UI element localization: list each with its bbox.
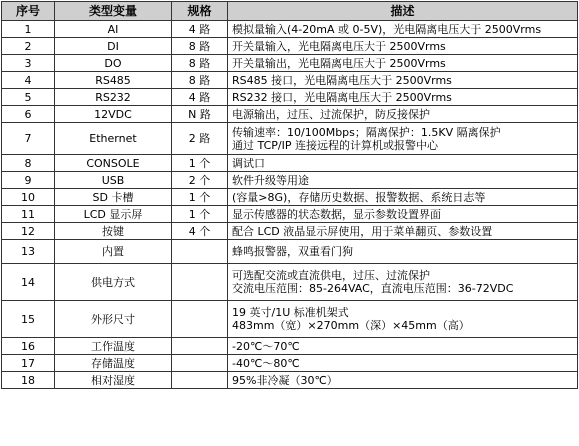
table-row (2, 301, 578, 338)
description-line: 模拟量输入(4-20mA 或 0-5V)，光电隔离电压大于 2500Vrms (232, 22, 542, 36)
row-number: 18 (2, 372, 55, 389)
row-number: 11 (2, 206, 55, 223)
description-line: -40℃～80℃ (232, 356, 300, 370)
description-line: 交流电压范围：85-264VAC，直流电压范围：36-72VDC (232, 282, 514, 295)
row-number: 14 (2, 264, 55, 301)
header-desc: 描述 (228, 2, 578, 21)
header-type: 类型变量 (55, 2, 172, 21)
row-type: RS485 (55, 72, 172, 89)
row-number: 6 (2, 106, 55, 123)
row-spec (172, 301, 228, 338)
row-description (228, 223, 578, 240)
table-row (2, 38, 578, 55)
row-description (228, 89, 578, 106)
description-line: 显示传感器的状态数据，显示参数设置界面 (232, 207, 441, 221)
row-description (228, 21, 578, 38)
table-row (2, 106, 578, 123)
description-line: 配合 LCD 液晶显示屏使用，用于菜单翻页、参数设置 (232, 224, 493, 238)
row-type: DI (55, 38, 172, 55)
row-description (228, 189, 578, 206)
description-line: 调试口 (232, 156, 265, 170)
row-number: 7 (2, 123, 55, 155)
table-row (2, 72, 578, 89)
row-type: AI (55, 21, 172, 38)
row-description (228, 55, 578, 72)
row-number: 1 (2, 21, 55, 38)
row-number: 5 (2, 89, 55, 106)
row-type: 外形尺寸 (55, 301, 172, 338)
spec-table (1, 1, 578, 389)
row-description (228, 355, 578, 372)
row-description (228, 155, 578, 172)
row-number: 2 (2, 38, 55, 55)
row-type: 供电方式 (55, 264, 172, 301)
row-description (228, 240, 578, 264)
row-type: RS232 (55, 89, 172, 106)
row-spec: N 路 (172, 106, 228, 123)
description-line: (容量>8G)，存储历史数据、报警数据、系统日志等 (232, 190, 486, 204)
table-body (2, 21, 578, 389)
table-row (2, 155, 578, 172)
table-row (2, 206, 578, 223)
row-spec (172, 338, 228, 355)
row-spec: 8 路 (172, 38, 228, 55)
row-type: 内置 (55, 240, 172, 264)
table-row (2, 264, 578, 301)
description-line: RS485 接口，光电隔离电压大于 2500Vrms (232, 73, 452, 87)
description-line: 可选配交流或直流供电，过压、过流保护 (232, 269, 430, 282)
row-type: SD 卡槽 (55, 189, 172, 206)
row-description (228, 206, 578, 223)
table-row (2, 223, 578, 240)
description-line: 开关量输出，光电隔离电压大于 2500Vrms (232, 56, 446, 70)
table-row (2, 338, 578, 355)
row-number: 17 (2, 355, 55, 372)
row-spec: 1 个 (172, 189, 228, 206)
description-line: RS232 接口，光电隔离电压大于 2500Vrms (232, 90, 452, 104)
row-number: 13 (2, 240, 55, 264)
description-line: 95%非冷凝（30℃） (232, 373, 338, 387)
table-row (2, 240, 578, 264)
row-spec: 2 个 (172, 172, 228, 189)
header-spec: 规格 (172, 2, 228, 21)
description-line: 电源输出，过压、过流保护，防反接保护 (232, 107, 430, 121)
row-type: 按键 (55, 223, 172, 240)
row-number: 3 (2, 55, 55, 72)
description-line: 19 英寸/1U 标准机架式 (232, 306, 349, 319)
table-row (2, 123, 578, 155)
row-description (228, 106, 578, 123)
description-line: 蜂鸣报警器，双重看门狗 (232, 245, 353, 258)
table-row (2, 189, 578, 206)
row-type: 相对湿度 (55, 372, 172, 389)
row-description (228, 264, 578, 301)
row-description (228, 372, 578, 389)
row-type: 存储温度 (55, 355, 172, 372)
row-type: DO (55, 55, 172, 72)
description-line: 483mm（宽）×270mm（深）×45mm（高） (232, 319, 470, 332)
description-line: -20℃～70℃ (232, 339, 300, 353)
row-spec: 2 路 (172, 123, 228, 155)
description-line: 通过 TCP/IP 连接远程的计算机或报警中心 (232, 138, 438, 152)
header-row (2, 2, 578, 21)
row-spec: 1 个 (172, 155, 228, 172)
row-spec (172, 372, 228, 389)
row-description (228, 301, 578, 338)
table-row (2, 372, 578, 389)
table-row (2, 172, 578, 189)
table-row (2, 355, 578, 372)
row-spec: 1 个 (172, 206, 228, 223)
table-row (2, 89, 578, 106)
row-type: 12VDC (55, 106, 172, 123)
row-number: 8 (2, 155, 55, 172)
table-row (2, 21, 578, 38)
row-number: 12 (2, 223, 55, 240)
row-type: LCD 显示屏 (55, 206, 172, 223)
row-spec (172, 240, 228, 264)
row-type: Ethernet (55, 123, 172, 155)
row-type: USB (55, 172, 172, 189)
row-spec (172, 264, 228, 301)
table-row (2, 55, 578, 72)
row-spec (172, 355, 228, 372)
row-description (228, 123, 578, 155)
row-spec: 4 个 (172, 223, 228, 240)
row-description (228, 338, 578, 355)
row-spec: 8 路 (172, 55, 228, 72)
row-spec: 4 路 (172, 21, 228, 38)
row-spec: 4 路 (172, 89, 228, 106)
description-line: 软件升级等用途 (232, 173, 309, 187)
row-spec: 8 路 (172, 72, 228, 89)
row-number: 4 (2, 72, 55, 89)
row-number: 15 (2, 301, 55, 338)
row-type: 工作温度 (55, 338, 172, 355)
description-line: 传输速率：10/100Mbps；隔离保护：1.5KV 隔离保护 (232, 125, 501, 139)
header-no: 序号 (2, 2, 55, 21)
row-number: 10 (2, 189, 55, 206)
row-number: 16 (2, 338, 55, 355)
row-description (228, 38, 578, 55)
description-line: 开关量输入，光电隔离电压大于 2500Vrms (232, 39, 446, 53)
row-type: CONSOLE (55, 155, 172, 172)
row-number: 9 (2, 172, 55, 189)
row-description (228, 72, 578, 89)
row-description (228, 172, 578, 189)
